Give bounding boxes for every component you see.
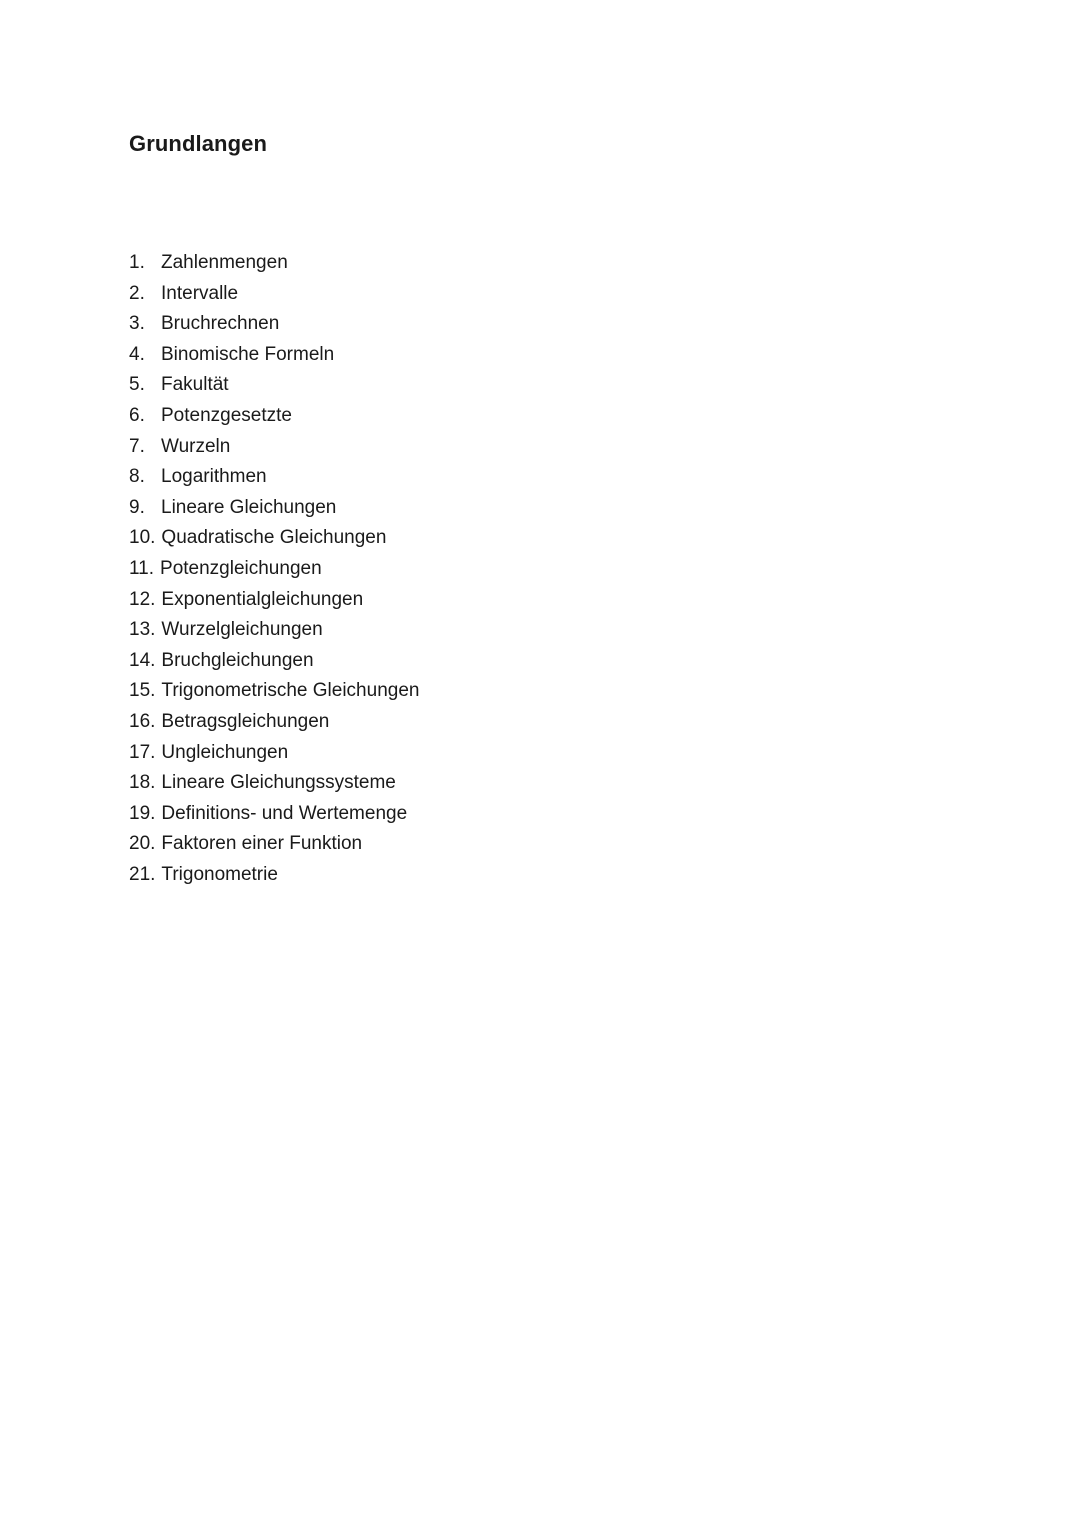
- list-item-number: 8.: [129, 466, 145, 488]
- list-item-label: Logarithmen: [161, 466, 267, 488]
- list-item-number: 2.: [129, 282, 145, 304]
- list-item-label: Binomische Formeln: [161, 343, 335, 365]
- list-item-label: Lineare Gleichungssysteme: [161, 772, 396, 794]
- list-item-number: 20.: [129, 833, 156, 855]
- list-item-number: 5.: [129, 374, 145, 396]
- list-item-label: Definitions- und Wertemenge: [161, 802, 408, 824]
- list-item: [129, 768, 419, 799]
- list-item: [129, 309, 419, 340]
- list-item: [129, 340, 419, 371]
- list-item-label: Betragsgleichungen: [161, 710, 330, 732]
- list-item-number: 13.: [129, 619, 156, 641]
- list-item-label: Trigonometrie: [161, 863, 278, 885]
- list-item: [129, 738, 419, 769]
- list-item-number: 18.: [129, 772, 156, 794]
- list-item-number: 9.: [129, 496, 145, 518]
- list-item-label: Bruchgleichungen: [161, 649, 314, 671]
- list-item-number: 17.: [129, 741, 156, 763]
- list-item: [129, 646, 419, 677]
- list-item-number: 15.: [129, 680, 156, 702]
- list-item: [129, 676, 419, 707]
- list-item-label: Potenzgesetzte: [161, 404, 292, 426]
- list-item: [129, 554, 419, 585]
- list-item-number: 3.: [129, 313, 145, 335]
- list-item: [129, 493, 419, 524]
- list-item-label: Wurzeln: [161, 435, 231, 457]
- page-title: Grundlangen: [129, 131, 267, 156]
- list-item-number: 21.: [129, 863, 156, 885]
- list-item-number: 11.: [129, 557, 155, 579]
- list-item-label: Potenzgleichungen: [160, 557, 322, 579]
- list-item-label: Quadratische Gleichungen: [161, 527, 387, 549]
- list-item-number: 16.: [129, 710, 156, 732]
- list-item-label: Bruchrechnen: [161, 313, 280, 335]
- list-item: [129, 585, 419, 616]
- list-item-number: 19.: [129, 802, 156, 824]
- list-item: [129, 462, 419, 493]
- list-item-number: 1.: [129, 252, 145, 273]
- list-item: [129, 799, 419, 830]
- list-item-number: 10.: [129, 527, 156, 549]
- list-item: [129, 401, 419, 432]
- list-item-number: 6.: [129, 404, 145, 426]
- list-item-label: Wurzelgleichungen: [161, 619, 323, 641]
- list-item-label: Exponentialgleichungen: [161, 588, 364, 610]
- list-item-label: Intervalle: [161, 282, 239, 304]
- list-item-label: Fakultät: [161, 374, 229, 396]
- list-item-label: Trigonometrische Gleichungen: [161, 680, 420, 702]
- list-item-number: 7.: [129, 435, 145, 457]
- list-item-number: 12.: [129, 588, 156, 610]
- list-item-label: Faktoren einer Funktion: [161, 833, 363, 855]
- list-item: [129, 523, 419, 554]
- list-item: [129, 370, 419, 401]
- list-item-label: Zahlenmengen: [161, 252, 288, 273]
- list-item-label: Ungleichungen: [161, 741, 289, 763]
- list-item: [129, 615, 419, 646]
- list-item-number: 14.: [129, 649, 156, 671]
- list-item: [129, 248, 419, 279]
- list-item: [129, 829, 419, 860]
- table-of-contents: [129, 248, 419, 890]
- list-item: [129, 707, 419, 738]
- list-item-label: Lineare Gleichungen: [161, 496, 337, 518]
- list-item: [129, 860, 419, 891]
- list-item-number: 4.: [129, 343, 145, 365]
- list-item: [129, 279, 419, 310]
- list-item: [129, 432, 419, 463]
